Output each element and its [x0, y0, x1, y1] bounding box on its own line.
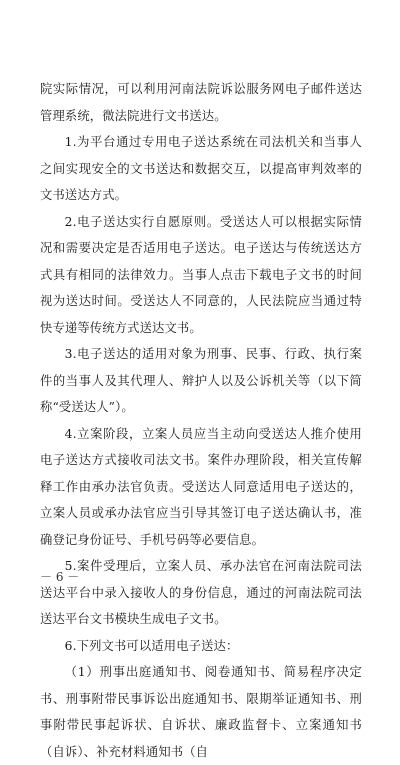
paragraph-item-5: 5.案件受理后，立案人员、承办法官在河南法院司法送达平台中录入接收人的身份信息，通过的河南法院司法送达平台文书模块生成电子文书。	[40, 559, 362, 626]
paragraph-item-1: 1.为平台通过专用电子送达系统在司法机关和当事人之间实现安全的文书送达和数据交互，以提高审判效率的文书送达方式。	[40, 135, 362, 202]
paragraph-item-4: 4.立案阶段，立案人员应当主动向受送达人推介使用电子送达方式接收司法文书。案件办理阶段，相关宣传解释工作由承办法官负责。受送达人同意适用电子送达的，立案人员或承办法官应当引导其签订电子送达确认书，准确登记身份证号、手机号码等必要信息。	[40, 426, 362, 547]
document-body	[40, 76, 362, 765]
paragraph-item-6: 6.下列文书可以适用电子送达：	[64, 638, 239, 653]
paragraph-subitem-1: （1）刑事出庭通知书、阅卷通知书、简易程序决定书、刑事附带民事诉讼出庭通知书、限期举证通知书、刑事附带民事起诉状、自诉状、廉政监督卡、立案通知书（自诉）、补充材料通知书（自	[40, 665, 362, 759]
paragraph-item-3: 3.电子送达的适用对象为刑事、民事、行政、执行案件的当事人及其代理人、辩护人以及公诉机关等（以下简称“受送达人”）。	[40, 347, 362, 414]
paragraph-continuation: 院实际情况，可以利用河南法院诉讼服务网电子邮件送达管理系统，微法院进行文书送达。	[40, 82, 362, 123]
page-number: － 6 －	[40, 570, 80, 584]
paragraph-item-2: 2.电子送达实行自愿原则。受送达人可以根据实际情况和需要决定是否适用电子送达。电子送达与传统送达方式具有相同的法律效力。当事人点击下载电子文书的时间视为送达时间。受送达人不同意的，人民法院应当通过特快专递等传统方式送达文书。	[40, 214, 362, 335]
